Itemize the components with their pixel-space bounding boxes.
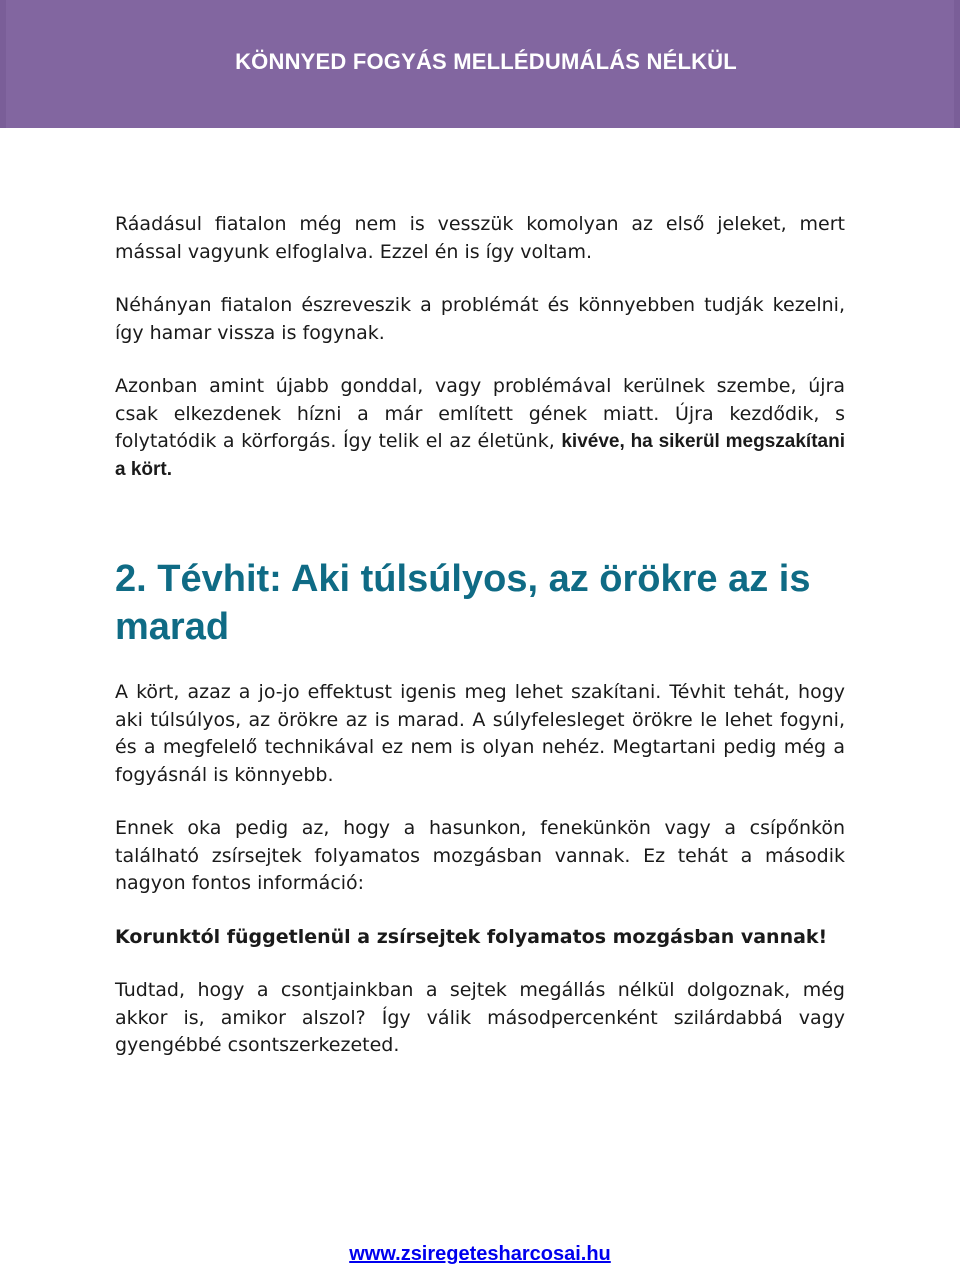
highlight-paragraph: Korunktól függetlenül a zsírsejtek folyamatos mozgásban vannak! bbox=[115, 925, 828, 948]
paragraph-3-text: Azonban amint újabb gonddal, vagy problémával kerülnek szembe, újra csak elkezdenek hízni a már említett gének miatt. Újra kezdődik, s folytatódik a körforgás. Így telik el az életünk, bbox=[115, 375, 845, 452]
header-title: KÖNNYED FOGYÁS MELLÉDUMÁLÁS NÉLKÜL bbox=[235, 49, 737, 74]
header-band bbox=[0, 0, 960, 128]
paragraph-7: Tudtad, hogy a csontjainkban a sejtek megállás nélkül dolgoznak, még akkor is, amikor alszol? Így válik másodpercenként szilárdabbá vagy gyengébbé csontszerkezeted. bbox=[115, 979, 845, 1056]
paragraph-2: Néhányan fiatalon észreveszik a problémát és könnyebben tudják kezelni, így hamar vissza is fogynak. bbox=[115, 294, 845, 344]
paragraph-3 bbox=[115, 373, 845, 483]
paragraph-3-bold-text: kivéve, ha sikerül megszakítani a kört. bbox=[115, 431, 845, 480]
paragraph-1: Ráadásul fiatalon még nem is vesszük komolyan az első jeleket, mert mással vagyunk elfoglalva. Ezzel én is így voltam. bbox=[115, 213, 845, 263]
footer-website-link[interactable]: www.zsiregetesharcosai.hu bbox=[349, 1243, 611, 1265]
section-heading: 2. Tévhit: Aki túlsúlyos, az örökre az is marad bbox=[115, 558, 811, 648]
paragraph-4: A kört, azaz a jo-jo effektust igenis meg lehet szakítani. Tévhit tehát, hogy aki túlsúlyos, az örökre az is marad. A súlyfelesleget örökre le lehet fogyni, és a megfelelő technikával ez nem is olyan nehéz. Megtartani pedig még a fogyásnál is könnyebb. bbox=[115, 681, 845, 786]
main-content bbox=[115, 211, 845, 1086]
paragraph-5: Ennek oka pedig az, hogy a hasunkon, fenekünkön vagy a csípőnkön található zsírsejtek folyamatos mozgásban vannak. Ez tehát a második nagyon fontos információ: bbox=[115, 817, 845, 894]
